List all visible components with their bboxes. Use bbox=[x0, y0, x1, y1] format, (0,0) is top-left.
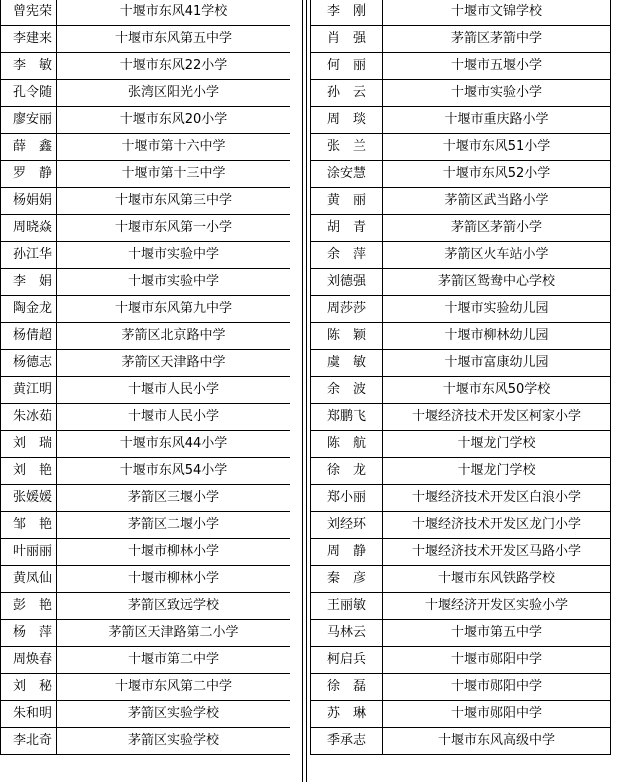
table-row bbox=[1, 728, 291, 755]
table-row bbox=[1, 161, 291, 188]
teacher-name: 薛 鑫 bbox=[1, 134, 57, 161]
teacher-name: 周焕春 bbox=[1, 647, 57, 674]
table-row bbox=[311, 161, 611, 188]
table-row bbox=[311, 323, 611, 350]
teacher-name: 徐 磊 bbox=[311, 674, 383, 701]
school-name: 十堰经济开发区实验小学 bbox=[383, 593, 611, 620]
teacher-name: 孙 云 bbox=[311, 80, 383, 107]
table-row bbox=[311, 107, 611, 134]
school-name: 十堰市东风41学校 bbox=[57, 0, 291, 26]
school-name: 茅箭区天津路中学 bbox=[57, 350, 291, 377]
school-name: 十堰市富康幼儿园 bbox=[383, 350, 611, 377]
school-name: 十堰市东风高级中学 bbox=[383, 728, 611, 755]
teacher-name: 何 丽 bbox=[311, 53, 383, 80]
teacher-name: 虞 敏 bbox=[311, 350, 383, 377]
teacher-name: 黄凤仙 bbox=[1, 566, 57, 593]
teacher-name: 马林云 bbox=[311, 620, 383, 647]
teacher-name: 徐 龙 bbox=[311, 458, 383, 485]
school-name: 茅箭区茅箭小学 bbox=[383, 215, 611, 242]
school-name: 十堰市柳林幼儿园 bbox=[383, 323, 611, 350]
table-row bbox=[1, 188, 291, 215]
teacher-name: 周晓焱 bbox=[1, 215, 57, 242]
teacher-name: 杨娟娟 bbox=[1, 188, 57, 215]
teacher-name: 罗 静 bbox=[1, 161, 57, 188]
school-name: 十堰市文锦学校 bbox=[383, 0, 611, 26]
table-row bbox=[311, 350, 611, 377]
teacher-name: 彭 艳 bbox=[1, 593, 57, 620]
teacher-name: 肖 强 bbox=[311, 26, 383, 53]
table-row bbox=[1, 458, 291, 485]
teacher-name: 刘 艳 bbox=[1, 458, 57, 485]
teacher-name: 杨 萍 bbox=[1, 620, 57, 647]
school-name: 茅箭区致远学校 bbox=[57, 593, 291, 620]
table-row bbox=[311, 539, 611, 566]
school-name: 茅箭区茅箭中学 bbox=[383, 26, 611, 53]
school-name: 十堰市东风第二中学 bbox=[57, 674, 291, 701]
teacher-name: 黄 丽 bbox=[311, 188, 383, 215]
school-name: 十堰市东风50学校 bbox=[383, 377, 611, 404]
table-row bbox=[1, 620, 291, 647]
table-row bbox=[1, 512, 291, 539]
table-row bbox=[1, 215, 291, 242]
teacher-name: 李 敏 bbox=[1, 53, 57, 80]
school-name: 十堰经济技术开发区龙门小学 bbox=[383, 512, 611, 539]
teacher-name: 刘 秘 bbox=[1, 674, 57, 701]
school-name: 茅箭区三堰小学 bbox=[57, 485, 291, 512]
school-name: 十堰经济技术开发区柯家小学 bbox=[383, 404, 611, 431]
table-row bbox=[311, 728, 611, 755]
teacher-name: 李 娟 bbox=[1, 269, 57, 296]
table-row bbox=[311, 458, 611, 485]
table-row bbox=[311, 53, 611, 80]
teacher-name: 胡 青 bbox=[311, 215, 383, 242]
table-row bbox=[311, 485, 611, 512]
school-name: 十堰市东风54小学 bbox=[57, 458, 291, 485]
school-name: 茅箭区武当路小学 bbox=[383, 188, 611, 215]
table-row bbox=[1, 269, 291, 296]
table-row bbox=[1, 296, 291, 323]
teacher-name: 刘经环 bbox=[311, 512, 383, 539]
table-row bbox=[1, 26, 291, 53]
school-name: 十堰市第十三中学 bbox=[57, 161, 291, 188]
school-name: 十堰市东风第五中学 bbox=[57, 26, 291, 53]
school-name: 茅箭区北京路中学 bbox=[57, 323, 291, 350]
school-name: 十堰市郧阳中学 bbox=[383, 647, 611, 674]
school-name: 十堰市实验中学 bbox=[57, 242, 291, 269]
teacher-name: 陶金龙 bbox=[1, 296, 57, 323]
school-name: 十堰市郧阳中学 bbox=[383, 701, 611, 728]
teacher-name: 张 兰 bbox=[311, 134, 383, 161]
school-name: 十堰经济技术开发区白浪小学 bbox=[383, 485, 611, 512]
teacher-name: 柯启兵 bbox=[311, 647, 383, 674]
school-name: 十堰市柳林小学 bbox=[57, 566, 291, 593]
teacher-name: 季承志 bbox=[311, 728, 383, 755]
table-row bbox=[1, 350, 291, 377]
teacher-name: 李北奇 bbox=[1, 728, 57, 755]
teacher-name: 杨倩超 bbox=[1, 323, 57, 350]
teacher-name: 郑小丽 bbox=[311, 485, 383, 512]
school-name: 十堰市东风第九中学 bbox=[57, 296, 291, 323]
table-row bbox=[1, 593, 291, 620]
table-row bbox=[1, 134, 291, 161]
school-name: 十堰市重庆路小学 bbox=[383, 107, 611, 134]
school-name: 十堰市人民小学 bbox=[57, 377, 291, 404]
teacher-name: 周莎莎 bbox=[311, 296, 383, 323]
roster-table-left bbox=[0, 0, 291, 755]
teacher-name: 孙江华 bbox=[1, 242, 57, 269]
table-row bbox=[1, 323, 291, 350]
school-name: 十堰市东风第一小学 bbox=[57, 215, 291, 242]
table-row bbox=[1, 242, 291, 269]
school-name: 十堰市实验幼儿园 bbox=[383, 296, 611, 323]
school-name: 十堰市东风第三中学 bbox=[57, 188, 291, 215]
table-row bbox=[311, 0, 611, 26]
table-row bbox=[311, 701, 611, 728]
teacher-name: 朱和明 bbox=[1, 701, 57, 728]
teacher-name: 苏 琳 bbox=[311, 701, 383, 728]
teacher-name: 秦 彦 bbox=[311, 566, 383, 593]
table-row bbox=[311, 215, 611, 242]
table-row bbox=[311, 242, 611, 269]
school-name: 十堰市东风51小学 bbox=[383, 134, 611, 161]
teacher-name: 张媛媛 bbox=[1, 485, 57, 512]
table-row bbox=[311, 566, 611, 593]
school-name: 十堰市五堰小学 bbox=[383, 53, 611, 80]
teacher-name: 黄江明 bbox=[1, 377, 57, 404]
roster-table-right bbox=[310, 0, 611, 755]
table-row bbox=[311, 269, 611, 296]
school-name: 十堰市第二中学 bbox=[57, 647, 291, 674]
school-name: 十堰市第十六中学 bbox=[57, 134, 291, 161]
table-row bbox=[311, 296, 611, 323]
table-row bbox=[1, 485, 291, 512]
school-name: 十堰龙门学校 bbox=[383, 458, 611, 485]
teacher-name: 刘 瑞 bbox=[1, 431, 57, 458]
table-row bbox=[311, 134, 611, 161]
school-name: 茅箭区火车站小学 bbox=[383, 242, 611, 269]
school-name: 十堰市人民小学 bbox=[57, 404, 291, 431]
column-gap bbox=[290, 0, 310, 782]
teacher-name: 李 刚 bbox=[311, 0, 383, 26]
table-row bbox=[1, 647, 291, 674]
teacher-name: 朱冰茹 bbox=[1, 404, 57, 431]
school-name: 十堰市第五中学 bbox=[383, 620, 611, 647]
table-row bbox=[311, 404, 611, 431]
table-row bbox=[1, 701, 291, 728]
table-row bbox=[1, 404, 291, 431]
school-name: 十堰经济技术开发区马路小学 bbox=[383, 539, 611, 566]
teacher-name: 杨德志 bbox=[1, 350, 57, 377]
table-row bbox=[311, 593, 611, 620]
teacher-name: 陈 航 bbox=[311, 431, 383, 458]
teacher-name: 涂安慧 bbox=[311, 161, 383, 188]
table-row bbox=[1, 107, 291, 134]
teacher-name: 邹 艳 bbox=[1, 512, 57, 539]
table-row bbox=[1, 566, 291, 593]
teacher-name: 周 静 bbox=[311, 539, 383, 566]
table-row bbox=[311, 80, 611, 107]
school-name: 茅箭区实验学校 bbox=[57, 701, 291, 728]
school-name: 十堰龙门学校 bbox=[383, 431, 611, 458]
school-name: 十堰市实验中学 bbox=[57, 269, 291, 296]
table-row bbox=[311, 188, 611, 215]
table-row bbox=[311, 674, 611, 701]
school-name: 十堰市东风22小学 bbox=[57, 53, 291, 80]
school-name: 十堰市柳林小学 bbox=[57, 539, 291, 566]
teacher-name: 郑鹏飞 bbox=[311, 404, 383, 431]
table-row bbox=[1, 53, 291, 80]
teacher-name: 陈 颖 bbox=[311, 323, 383, 350]
school-name: 茅箭区天津路第二小学 bbox=[57, 620, 291, 647]
table-row bbox=[311, 431, 611, 458]
school-name: 十堰市东风20小学 bbox=[57, 107, 291, 134]
school-name: 十堰市东风铁路学校 bbox=[383, 566, 611, 593]
school-name: 茅箭区二堰小学 bbox=[57, 512, 291, 539]
table-row bbox=[1, 431, 291, 458]
divider-line bbox=[306, 0, 307, 782]
table-row bbox=[311, 26, 611, 53]
teacher-name: 余 波 bbox=[311, 377, 383, 404]
table-row bbox=[1, 80, 291, 107]
teacher-name: 曾宪荣 bbox=[1, 0, 57, 26]
school-name: 十堰市东风44小学 bbox=[57, 431, 291, 458]
teacher-name: 廖安丽 bbox=[1, 107, 57, 134]
school-name: 十堰市东风52小学 bbox=[383, 161, 611, 188]
table-row bbox=[311, 377, 611, 404]
table-row bbox=[1, 674, 291, 701]
teacher-name: 王丽敏 bbox=[311, 593, 383, 620]
teacher-name: 孔令随 bbox=[1, 80, 57, 107]
table-row bbox=[311, 620, 611, 647]
school-name: 茅箭区实验学校 bbox=[57, 728, 291, 755]
divider-line bbox=[302, 0, 303, 782]
table-row bbox=[311, 512, 611, 539]
teacher-name: 李建来 bbox=[1, 26, 57, 53]
teacher-name: 刘德强 bbox=[311, 269, 383, 296]
teacher-name: 叶丽丽 bbox=[1, 539, 57, 566]
table-row bbox=[311, 647, 611, 674]
school-name: 张湾区阳光小学 bbox=[57, 80, 291, 107]
table-row bbox=[1, 377, 291, 404]
school-name: 十堰市实验小学 bbox=[383, 80, 611, 107]
table-row bbox=[1, 0, 291, 26]
school-name: 茅箭区鸳鸯中心学校 bbox=[383, 269, 611, 296]
teacher-name: 周 琰 bbox=[311, 107, 383, 134]
teacher-name: 余 萍 bbox=[311, 242, 383, 269]
table-row bbox=[1, 539, 291, 566]
school-name: 十堰市郧阳中学 bbox=[383, 674, 611, 701]
